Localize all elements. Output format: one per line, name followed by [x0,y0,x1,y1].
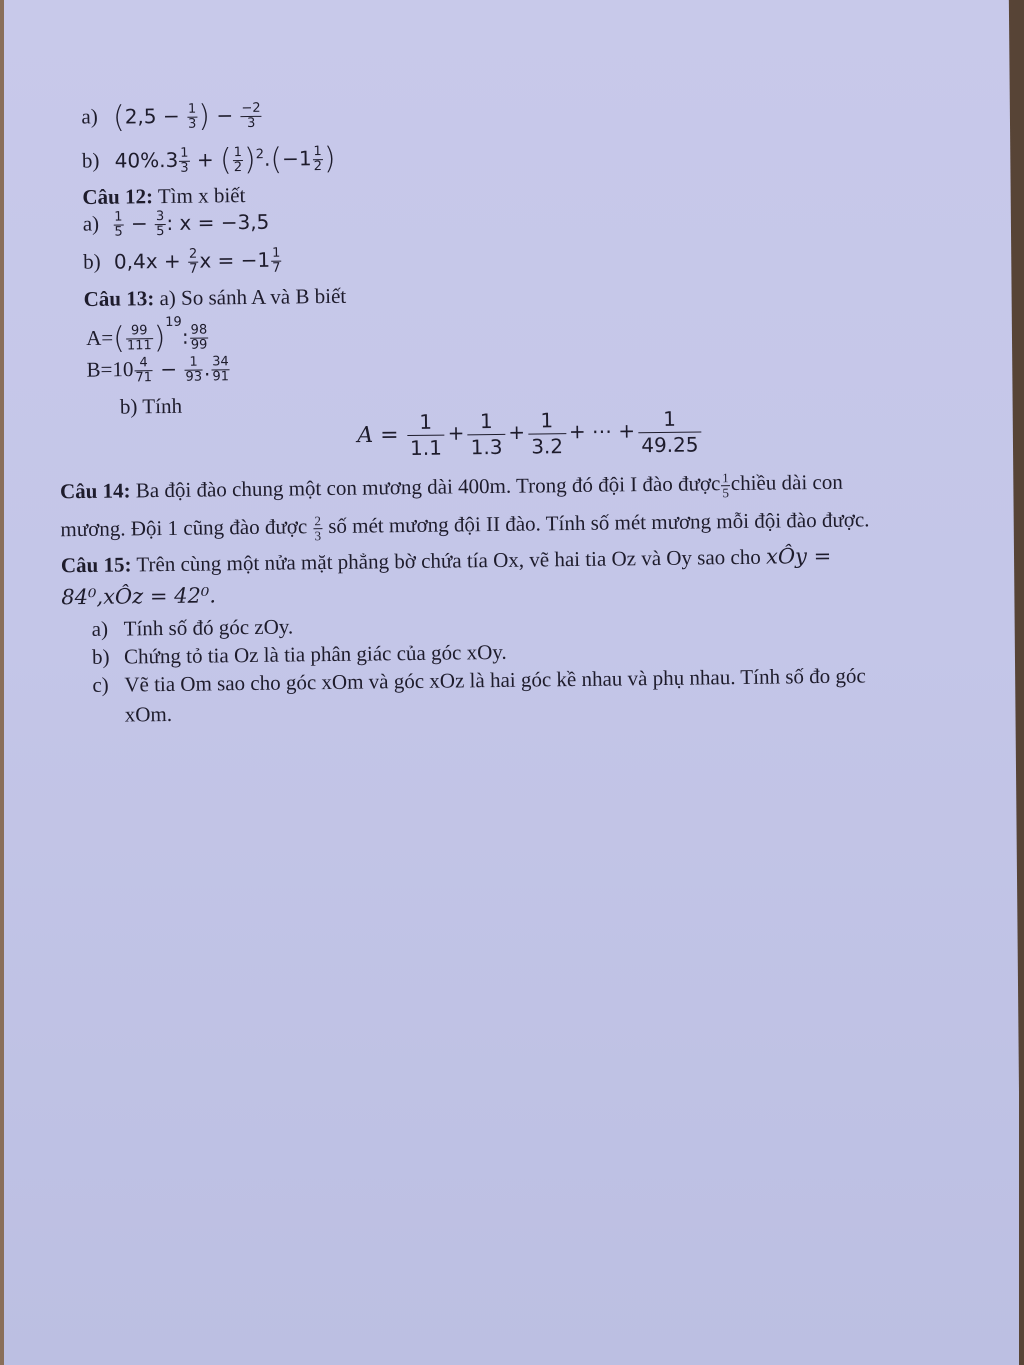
q15-line2: 84⁰,xÔz = 42⁰. [61,583,217,610]
q15-item-c-continued: xOm. [124,701,173,727]
q13-sum-formula: A = $\frac{1}{1.1}$ + $\frac{1}{1.3}$ + $\frac{1}{3.2}$ + ⋯ + $\frac{1}{49.25}$ [357,407,705,460]
q15-line1: Câu 15: Trên cùng một nửa mặt phẳng bờ chứa tía Ox, vẽ hai tia Oz và Oy sao cho xÔy = [60,543,832,578]
fraction: $\frac{98}{99}$ [190,322,208,353]
q11-b-label: b) [81,148,100,173]
q11-a: a) (2,5 − $\frac{1}{3}$ ) − $\frac{-2}{3}$ [81,98,261,135]
fraction: $\frac{2}{7}$ [188,246,198,277]
q12-a: a) $\frac{1}{5}$ − $\frac{3}{5}$ : x = −3,5 [82,209,270,240]
fraction: $\frac{1}{3}$ [180,145,189,176]
q14-line1: Câu 14: Ba đội đào chung một con mương dài 400m. Trong đó đội I đào được $\frac{1}{5}$ chiều dài con [59,469,843,504]
fraction: $\frac{1}{93}$ [185,354,203,385]
q11-a-expr: 2,5 − [124,103,180,128]
q13-B-definition: B=10 $\frac{4}{71}$ − $\frac{1}{93}$ . $\frac{34}{91}$ [86,354,230,386]
fraction: $\frac{1}{7}$ [271,245,281,276]
q12-heading: Câu 12: Tìm x biết [82,183,246,210]
fraction: $\frac{1}{2}$ [313,143,323,174]
q15-item-a: a) Tính số đó góc zOy. [91,614,294,641]
fraction: $\frac{1}{49.25}$ [638,407,702,457]
q11-b: b) 40%.3 $\frac{1}{3}$ + ( $\frac{1}{2}$ )$^2$.(−1 $\frac{1}{2}$ ) [81,140,336,178]
fraction: $\frac{1}{5}$ [722,470,730,500]
fraction: $\frac{4}{71}$ [135,355,153,386]
q14-line2: mương. Đội 1 cũng đào được $\frac{2}{3}$ số mét mương đội II đào. Tính số mét mương mỗi đội đào được. [60,507,870,543]
q15-item-b: b) Chứng tỏ tia Oz là tia phân giác của góc xOy. [91,639,507,669]
fraction: $\frac{1}{3}$ [187,101,197,132]
q15-item-c: c) Vẽ tia Om sao cho góc xOm và góc xOz là hai góc kề nhau và phụ nhau. Tính số đo góc [92,663,866,697]
fraction: $\frac{1}{1.1}$ [407,411,445,460]
q13-b-label: b) Tính [119,393,183,419]
fraction: $\frac{-2}{3}$ [241,100,261,131]
q13-heading: Câu 13: a) So sánh A và B biết [83,283,347,311]
fraction: $\frac{1}{2}$ [233,144,243,175]
fraction: $\frac{1}{3.2}$ [528,409,566,458]
fraction: $\frac{1}{5}$ [114,209,123,240]
q12-b: b) 0,4x + $\frac{2}{7}$ x = −1 $\frac{1}{7}$ [83,245,281,277]
q11-a-label: a) [81,104,98,129]
fraction: $\frac{3}{5}$ [155,209,165,239]
fraction: $\frac{34}{91}$ [212,354,230,385]
fraction: $\frac{99}{111}$ [126,323,152,354]
q13-A-definition: A=( $\frac{99}{111}$ )$^{19}$: $\frac{98}{99}$ [85,314,208,357]
fraction: $\frac{1}{1.3}$ [467,410,505,459]
fraction: $\frac{2}{3}$ [314,513,322,543]
